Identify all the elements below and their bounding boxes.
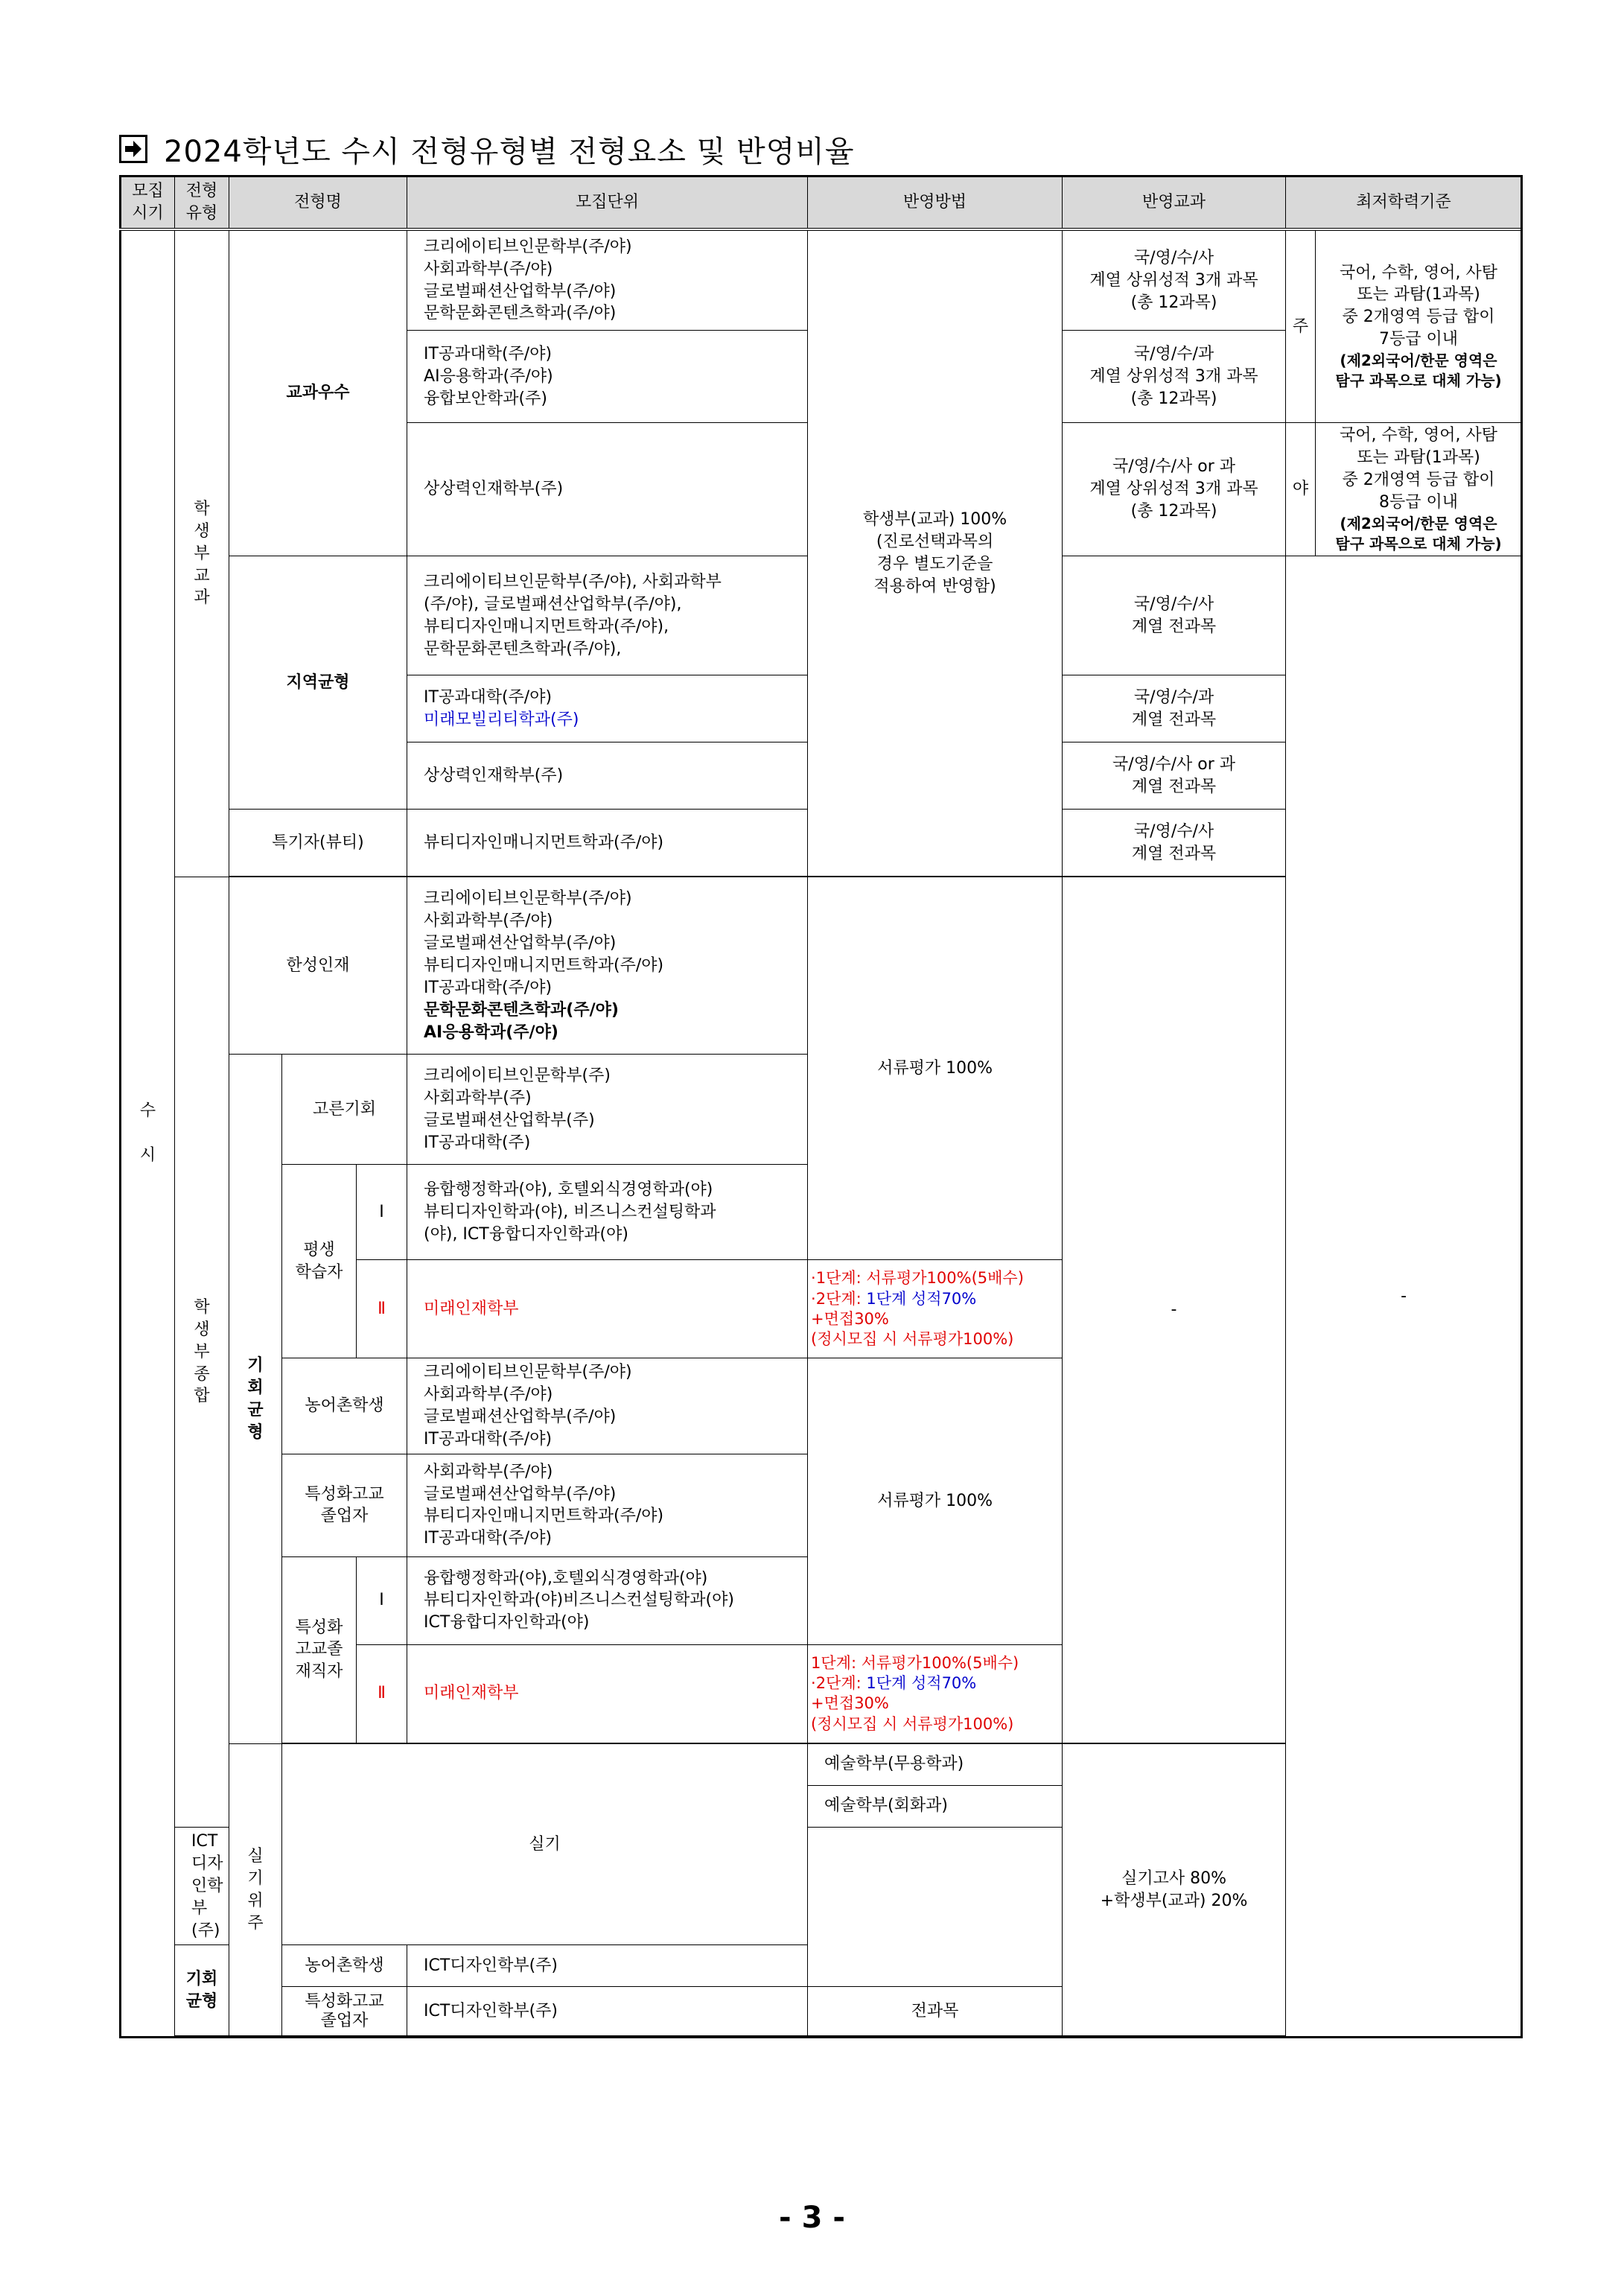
name-voc-work: 특성화 고교졸 재직자	[282, 1556, 357, 1743]
minimum-night	[1316, 423, 1522, 556]
unit-region-2	[407, 675, 808, 742]
unit-hansung	[407, 877, 808, 1055]
name-lifelong: 평생 학습자	[282, 1165, 357, 1358]
unit-lifelong-1: 융합행정학과(야), 호텔외식경영학과(야) 뷰티디자인학과(야), 비즈니스컨설팅학과 (야), ICT융합디자인학과(야)	[407, 1165, 808, 1260]
subjects-region-1: 국/영/수/사 계열 전과목	[1063, 556, 1286, 675]
subjects-gyogwa-1: 국/영/수/사 계열 상위성적 3개 과목 (총 12과목)	[1063, 229, 1286, 331]
header-period: 모집 시기	[121, 177, 175, 229]
unit-hansung-a: 크리에이티브인문학부(주/야) 사회과학부(주/야) 글로벌패션산업학부(주/야) 뷰티디자인매니지먼트학과(주/야) IT공과대학(주/야)	[424, 889, 664, 997]
name-practical-farm: 농어촌학생	[282, 1945, 407, 1987]
method-step2-label: ·2단계:	[811, 1289, 867, 1308]
type-school-record: 학 생 부 교 과	[175, 229, 229, 877]
method-voc-step1: 1단계: 서류평가100%(5배수)	[811, 1653, 1019, 1672]
minimum-day-main: 국어, 수학, 영어, 사탐 또는 과탐(1과목) 중 2개영역 등급 합이 7등급 이내	[1340, 263, 1498, 349]
minimum-day-note: (제2외국어/한문 영역은 탐구 과목으로 대체 가능)	[1335, 352, 1502, 390]
method-practical: 실기고사 80% +학생부(교과) 20%	[1063, 1743, 1286, 2036]
minimum-none: -	[1286, 556, 1522, 2038]
subjects-region-3: 국/영/수/사 or 과 계열 전과목	[1063, 742, 1286, 810]
unit-region-2a: IT공과대학(주/야)	[424, 687, 553, 707]
method-doc-2: 서류평가 100%	[808, 1358, 1063, 1645]
method-lifelong-2	[808, 1260, 1063, 1358]
arrow-right-icon	[119, 135, 147, 163]
name-practical: 실기	[282, 1743, 808, 1945]
name-farm: 농어촌학생	[282, 1358, 407, 1454]
name-hansung: 한성인재	[229, 877, 407, 1055]
method-step2-value: 1단계 성적70%	[866, 1289, 977, 1308]
minimum-night-note: (제2외국어/한문 영역은 탐구 과목으로 대체 가능)	[1335, 514, 1502, 553]
subjects-gyogwa-2: 국/영/수/과 계열 상위성적 3개 과목 (총 12과목)	[1063, 331, 1286, 423]
unit-lifelong-2: 미래인재학부	[407, 1260, 808, 1358]
minimum-night-main: 국어, 수학, 영어, 사탐 또는 과탐(1과목) 중 2개영역 등급 합이 8등급 이내	[1340, 426, 1498, 512]
unit-region-3: 상상력인재학부(주)	[407, 742, 808, 810]
unit-gyogwa-3: 상상력인재학부(주)	[407, 423, 808, 556]
page-number: - 3 -	[779, 2201, 845, 2235]
name-practical-voc: 특성화고교 졸업자	[282, 1987, 407, 2036]
admission-table	[119, 175, 1523, 2038]
type-practical-opportunity: 기회 균형	[175, 1945, 229, 2036]
unit-practical-1: 예술학부(무용학과)	[808, 1743, 1063, 1785]
unit-beauty: 뷰티디자인매니지먼트학과(주/야)	[407, 810, 808, 877]
type-comprehensive: 학 생 부 종 합	[175, 877, 229, 1828]
subjects-gyogwa-3: 국/영/수/사 or 과 계열 상위성적 3개 과목 (총 12과목)	[1063, 423, 1286, 556]
unit-practical-voc: ICT디자인학부(주)	[407, 1987, 808, 2036]
name-goreun: 고른기회	[282, 1055, 407, 1165]
header-unit: 모집단위	[407, 177, 808, 229]
method-step2	[811, 1289, 1059, 1309]
unit-farm: 크리에이티브인문학부(주/야) 사회과학부(주/야) 글로벌패션산업학부(주/야) IT공과대학(주/야)	[407, 1358, 808, 1454]
method-doc-1: 서류평가 100%	[808, 877, 1063, 1260]
unit-voc-grad: 사회과학부(주/야) 글로벌패션산업학부(주/야) 뷰티디자인매니지먼트학과(주/야) IT공과대학(주/야)	[407, 1454, 808, 1556]
name-gyogwa: 교과우수	[229, 229, 407, 556]
header-name: 전형명	[229, 177, 407, 229]
unit-region-1: 크리에이티브인문학부(주/야), 사회과학부 (주/야), 글로벌패션산업학부(주/야), 뷰티디자인매니지먼트학과(주/야), 문학문화콘텐츠학과(주/야),	[407, 556, 808, 675]
unit-gyogwa-1: 크리에이티브인문학부(주/야) 사회과학부(주/야) 글로벌패션산업학부(주/야) 문학문화콘텐츠학과(주/야)	[407, 229, 808, 331]
method-voc-step2	[811, 1673, 1059, 1694]
method-gyogwa: 학생부(교과) 100% (진로선택과목의 경우 별도기준을 적용하여 반영함)	[808, 229, 1063, 877]
lifelong-roman-1: Ⅰ	[357, 1165, 407, 1260]
unit-goreun: 크리에이티브인문학부(주) 사회과학부(주) 글로벌패션산업학부(주) IT공과대학(주)	[407, 1055, 808, 1165]
name-beauty: 특기자(뷰티)	[229, 810, 407, 877]
method-voc-step2-label: ·2단계:	[811, 1674, 867, 1693]
period-cell: 수 시	[121, 229, 175, 2038]
method-voc-step4: (정시모집 시 서류평가100%)	[811, 1714, 1014, 1733]
unit-voc-work-1: 융합행정학과(야),호텔외식경영학과(야) 뷰티디자인학과(야)비즈니스컨설팅학과(야) ICT융합디자인학과(야)	[407, 1556, 808, 1644]
header-type: 전형 유형	[175, 177, 229, 229]
lifelong-roman-2: Ⅱ	[357, 1260, 407, 1358]
unit-practical-2: 예술학부(회화과)	[808, 1785, 1063, 1827]
subjects-none: -	[1063, 877, 1286, 1743]
unit-region-2b: 미래모빌리티학과(주)	[424, 710, 579, 729]
header-method: 반영방법	[808, 177, 1063, 229]
subjects-beauty: 국/영/수/사 계열 전과목	[1063, 810, 1286, 877]
type-practical: 실 기 위 주	[229, 1743, 282, 2036]
type-opportunity: 기 회 균 형	[229, 1055, 282, 1744]
label-day: 주	[1286, 229, 1316, 423]
unit-gyogwa-2: IT공과대학(주/야) AI응용학과(주/야) 융합보안학과(주)	[407, 331, 808, 423]
minimum-day	[1316, 229, 1522, 423]
name-voc-grad: 특성화고교 졸업자	[282, 1454, 407, 1556]
method-step3: +면접30%	[811, 1309, 889, 1328]
label-night: 야	[1286, 423, 1316, 556]
unit-practical-3: ICT디자인학부(주)	[175, 1827, 229, 1945]
name-region: 지역균형	[229, 556, 407, 810]
subjects-region-2: 국/영/수/과 계열 전과목	[1063, 675, 1286, 742]
voc-work-roman-2: Ⅱ	[357, 1644, 407, 1743]
page-title: 2024학년도 수시 전형유형별 전형요소 및 반영비율	[164, 134, 855, 169]
header-minimum: 최저학력기준	[1286, 177, 1522, 229]
voc-work-roman-1: Ⅰ	[357, 1556, 407, 1644]
method-voc-step3: +면접30%	[811, 1694, 889, 1713]
page-title-block	[119, 127, 855, 171]
unit-hansung-b: 문학문화콘텐츠학과(주/야) AI응용학과(주/야)	[424, 1000, 619, 1042]
header-subjects: 반영교과	[1063, 177, 1286, 229]
unit-voc-work-2: 미래인재학부	[407, 1644, 808, 1743]
method-step1: ·1단계: 서류평가100%(5배수)	[811, 1269, 1024, 1288]
method-voc-work-2	[808, 1644, 1063, 1743]
method-voc-step2-value: 1단계 성적70%	[866, 1674, 977, 1693]
unit-practical-farm: ICT디자인학부(주)	[407, 1945, 808, 1987]
method-step4: (정시모집 시 서류평가100%)	[811, 1330, 1014, 1349]
subjects-all: 전과목	[808, 1987, 1063, 2036]
